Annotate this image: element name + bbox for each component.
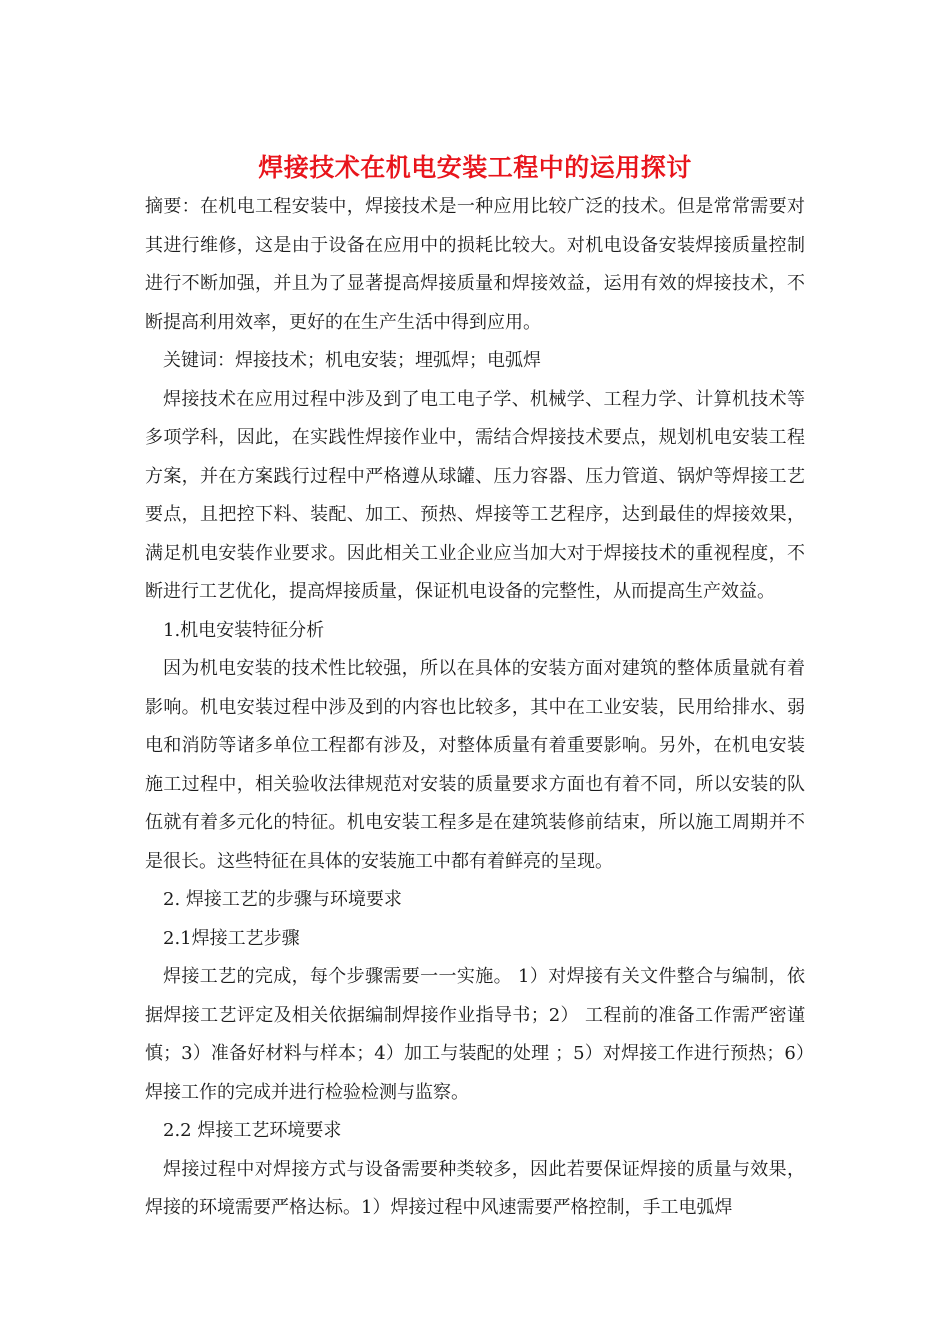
abstract-paragraph: 摘要：在机电工程安装中，焊接技术是一种应用比较广泛的技术。但是常常需要对其进行维修，这是由于设备在应用中的损耗比较大。对机电设备安装焊接质量控制进行不断加强，并且为了显著提高焊接质量和焊接效益，运用有效的焊接技术，不断提高利用效率，更好的在生产生活中得到应用。: [145, 196, 805, 333]
section-2-2-paragraph: 焊接过程中对焊接方式与设备需要种类较多，因此若要保证焊接的质量与效果，焊接的环境需要严格达标。1）焊接过程中风速需要严格控制，手工电弧焊: [145, 1158, 805, 1218]
section-2-1-heading: 2.1焊接工艺步骤: [163, 927, 300, 949]
section-1-heading: 1.机电安装特征分析: [163, 619, 325, 641]
document-title: 焊接技术在机电安装工程中的运用探讨: [258, 153, 692, 182]
keywords-line: 关键词：焊接技术；机电安装；埋弧焊；电弧焊: [163, 350, 541, 371]
section-2-heading: 2. 焊接工艺的步骤与环境要求: [163, 889, 402, 910]
section-2-2-heading: 2.2 焊接工艺环境要求: [163, 1120, 342, 1141]
section-1-paragraph: 因为机电安装的技术性比较强，所以在具体的安装方面对建筑的整体质量就有着影响。机电安装过程中涉及到的内容也比较多，其中在工业安装，民用给排水、弱电和消防等诸多单位工程都有涉及，对整体质量有着重要影响。另外，在机电安装施工过程中，相关验收法律规范对安装的质量要求方面也有着不同，所以安装的队伍就有着多元化的特征。机电安装工程多是在建筑装修前结束，所以施工周期并不是很长。这些特征在具体的安装施工中都有着鲜亮的呈现。: [145, 658, 805, 872]
section-2-1-paragraph: 焊接工艺的完成，每个步骤需要一一实施。 1）对焊接有关文件整合与编制，依据焊接工艺评定及相关依据编制焊接作业指导书；2） 工程前的准备工作需严密谨慎；3）准备好材料与样本；4）加工与装配的处理 ；5）对焊接工作进行预热；6）焊接工作的完成并进行检验检测与监察。: [145, 966, 805, 1103]
intro-paragraph: 焊接技术在应用过程中涉及到了电工电子学、机械学、工程力学、计算机技术等多项学科，因此，在实践性焊接作业中，需结合焊接技术要点，规划机电安装工程方案，并在方案践行过程中严格遵从球罐、压力容器、压力管道、锅炉等焊接工艺要点，且把控下料、装配、加工、预热、焊接等工艺程序，达到最佳的焊接效果，满足机电安装作业要求。因此相关工业企业应当加大对于焊接技术的重视程度，不断进行工艺优化，提高焊接质量，保证机电设备的完整性，从而提高生产效益。: [145, 388, 805, 602]
document-page: [145, 148, 805, 1228]
